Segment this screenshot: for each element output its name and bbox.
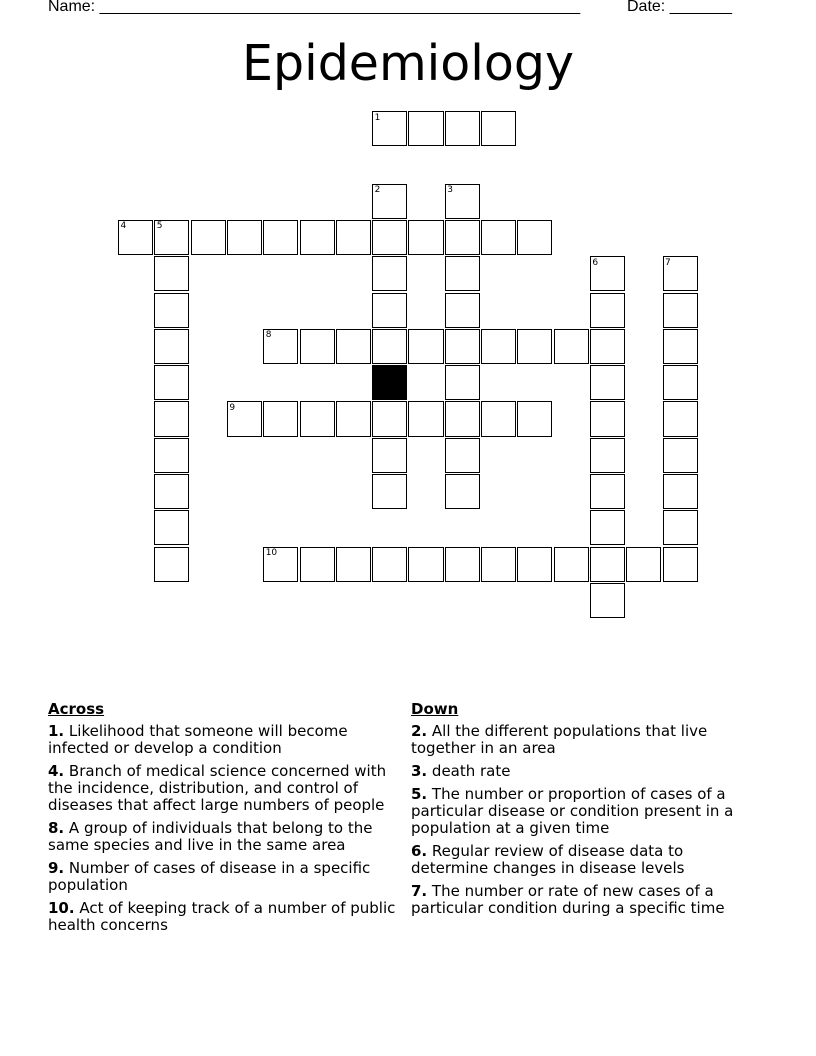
grid-cell[interactable]	[517, 220, 552, 255]
grid-cell[interactable]	[154, 256, 189, 291]
clue-across-1	[48, 723, 400, 757]
grid-cell[interactable]	[445, 293, 480, 328]
grid-cell[interactable]	[590, 365, 625, 400]
grid-cell[interactable]	[263, 401, 298, 436]
grid-cell[interactable]	[663, 256, 698, 291]
clue-down-3	[411, 763, 756, 780]
grid-cell[interactable]	[154, 293, 189, 328]
grid-cell[interactable]	[445, 547, 480, 582]
clue-text: Act of keeping track of a number of public health concerns	[48, 899, 396, 934]
grid-cell[interactable]	[154, 329, 189, 364]
grid-cell[interactable]	[590, 401, 625, 436]
clue-across-9	[48, 860, 400, 894]
grid-cell[interactable]	[154, 401, 189, 436]
across-heading: Across	[48, 700, 105, 718]
grid-cell[interactable]	[263, 220, 298, 255]
date-field[interactable]: Date: _______	[627, 0, 732, 15]
grid-cell[interactable]	[372, 256, 407, 291]
clue-number: 8.	[48, 819, 65, 837]
clue-number-label: 8	[265, 330, 272, 341]
grid-cell[interactable]	[445, 438, 480, 473]
clue-across-8	[48, 820, 400, 854]
grid-cell[interactable]	[154, 438, 189, 473]
grid-cell[interactable]	[663, 401, 698, 436]
grid-cell[interactable]	[263, 547, 298, 582]
grid-cell[interactable]	[372, 220, 407, 255]
grid-cell[interactable]	[372, 184, 407, 219]
grid-cell[interactable]	[481, 547, 516, 582]
clue-number-label: 2	[374, 185, 381, 196]
grid-cell[interactable]	[590, 583, 625, 618]
down-clues	[411, 701, 756, 923]
clue-number-label: 4	[120, 221, 127, 232]
grid-cell[interactable]	[372, 111, 407, 146]
clue-across-4	[48, 763, 400, 814]
grid-cell[interactable]	[517, 329, 552, 364]
grid-cell[interactable]	[154, 510, 189, 545]
grid-cell[interactable]	[590, 510, 625, 545]
clue-text: Branch of medical science concerned with the incidence, distribution, and control of diseases that affect large numbers of people	[48, 762, 387, 814]
grid-cell[interactable]	[300, 401, 335, 436]
grid-cell[interactable]	[372, 329, 407, 364]
grid-cell[interactable]	[372, 293, 407, 328]
grid-cell[interactable]	[300, 220, 335, 255]
grid-cell[interactable]	[481, 111, 516, 146]
grid-cell[interactable]	[227, 401, 262, 436]
grid-cell[interactable]	[408, 220, 443, 255]
grid-cell[interactable]	[372, 438, 407, 473]
clue-down-5	[411, 786, 756, 837]
grid-cell[interactable]	[481, 220, 516, 255]
clue-number: 6.	[411, 842, 428, 860]
grid-cell[interactable]	[154, 220, 189, 255]
grid-cell[interactable]	[590, 329, 625, 364]
grid-cell[interactable]	[445, 184, 480, 219]
grid-cell[interactable]	[154, 547, 189, 582]
grid-cell[interactable]	[663, 329, 698, 364]
grid-cell[interactable]	[336, 220, 371, 255]
grid-cell[interactable]	[590, 438, 625, 473]
clue-number-label: 10	[265, 548, 278, 559]
clue-number: 1.	[48, 722, 65, 740]
grid-cell[interactable]	[154, 365, 189, 400]
grid-cell[interactable]	[336, 547, 371, 582]
clue-number: 5.	[411, 785, 428, 803]
clue-number-label: 5	[156, 221, 163, 232]
grid-cell[interactable]	[408, 329, 443, 364]
grid-cell[interactable]	[154, 474, 189, 509]
clue-number: 2.	[411, 722, 428, 740]
black-square	[372, 365, 407, 400]
grid-cell[interactable]	[481, 401, 516, 436]
grid-cell[interactable]	[445, 401, 480, 436]
grid-cell[interactable]	[445, 111, 480, 146]
grid-cell[interactable]	[118, 220, 153, 255]
clue-number-label: 9	[229, 402, 236, 413]
clue-number-label: 3	[447, 185, 453, 196]
clue-number: 7.	[411, 882, 428, 900]
grid-cell[interactable]	[517, 401, 552, 436]
grid-cell[interactable]	[445, 329, 480, 364]
clue-text: Number of cases of disease in a specific population	[48, 859, 371, 894]
grid-cell[interactable]	[663, 474, 698, 509]
clue-number: 9.	[48, 859, 65, 877]
grid-cell[interactable]	[663, 293, 698, 328]
grid-cell[interactable]	[445, 474, 480, 509]
clue-text: Regular review of disease data to determine changes in disease levels	[411, 842, 685, 877]
grid-cell[interactable]	[445, 365, 480, 400]
clue-text: death rate	[431, 762, 511, 780]
clue-number-label: 7	[665, 257, 671, 268]
grid-cell[interactable]	[336, 329, 371, 364]
grid-cell[interactable]	[372, 474, 407, 509]
clue-down-2	[411, 723, 756, 757]
grid-cell[interactable]	[663, 510, 698, 545]
page-title: Epidemiology	[242, 35, 574, 92]
grid-cell[interactable]	[372, 547, 407, 582]
grid-cell[interactable]	[590, 474, 625, 509]
clue-text: The number or rate of new cases of a particular condition during a specific time	[411, 882, 725, 917]
clue-number-label: 6	[592, 257, 599, 268]
grid-cell[interactable]	[445, 256, 480, 291]
grid-cell[interactable]	[554, 547, 589, 582]
grid-cell[interactable]	[663, 547, 698, 582]
down-heading: Down	[411, 700, 459, 718]
across-clues	[48, 701, 400, 940]
grid-cell[interactable]	[263, 329, 298, 364]
grid-cell[interactable]	[372, 401, 407, 436]
clue-down-6	[411, 843, 756, 877]
clue-text: Likelihood that someone will become infected or develop a condition	[48, 722, 348, 757]
grid-cell[interactable]	[590, 256, 625, 291]
clue-number: 10.	[48, 899, 75, 917]
grid-cell[interactable]	[336, 401, 371, 436]
grid-cell[interactable]	[191, 220, 226, 255]
grid-cell[interactable]	[227, 220, 262, 255]
grid-cell[interactable]	[554, 329, 589, 364]
grid-cell[interactable]	[445, 220, 480, 255]
clue-number-label: 1	[374, 112, 381, 123]
clue-number: 4.	[48, 762, 65, 780]
clue-across-10	[48, 900, 400, 934]
name-field[interactable]: Name: ______________________________________________________	[48, 0, 581, 15]
grid-cell[interactable]	[408, 401, 443, 436]
grid-cell[interactable]	[481, 329, 516, 364]
grid-cell[interactable]	[663, 438, 698, 473]
grid-cell[interactable]	[590, 293, 625, 328]
grid-cell[interactable]	[300, 547, 335, 582]
clue-text: All the different populations that live together in an area	[411, 722, 708, 757]
grid-cell[interactable]	[517, 547, 552, 582]
grid-cell[interactable]	[408, 111, 443, 146]
grid-cell[interactable]	[626, 547, 661, 582]
clue-text: A group of individuals that belong to the same species and live in the same area	[48, 819, 373, 854]
grid-cell[interactable]	[590, 547, 625, 582]
grid-cell[interactable]	[408, 547, 443, 582]
clue-text: The number or proportion of cases of a particular disease or condition present in a population at a given time	[411, 785, 734, 837]
clue-down-7	[411, 883, 756, 917]
grid-cell[interactable]	[300, 329, 335, 364]
clue-number: 3.	[411, 762, 428, 780]
grid-cell[interactable]	[663, 365, 698, 400]
